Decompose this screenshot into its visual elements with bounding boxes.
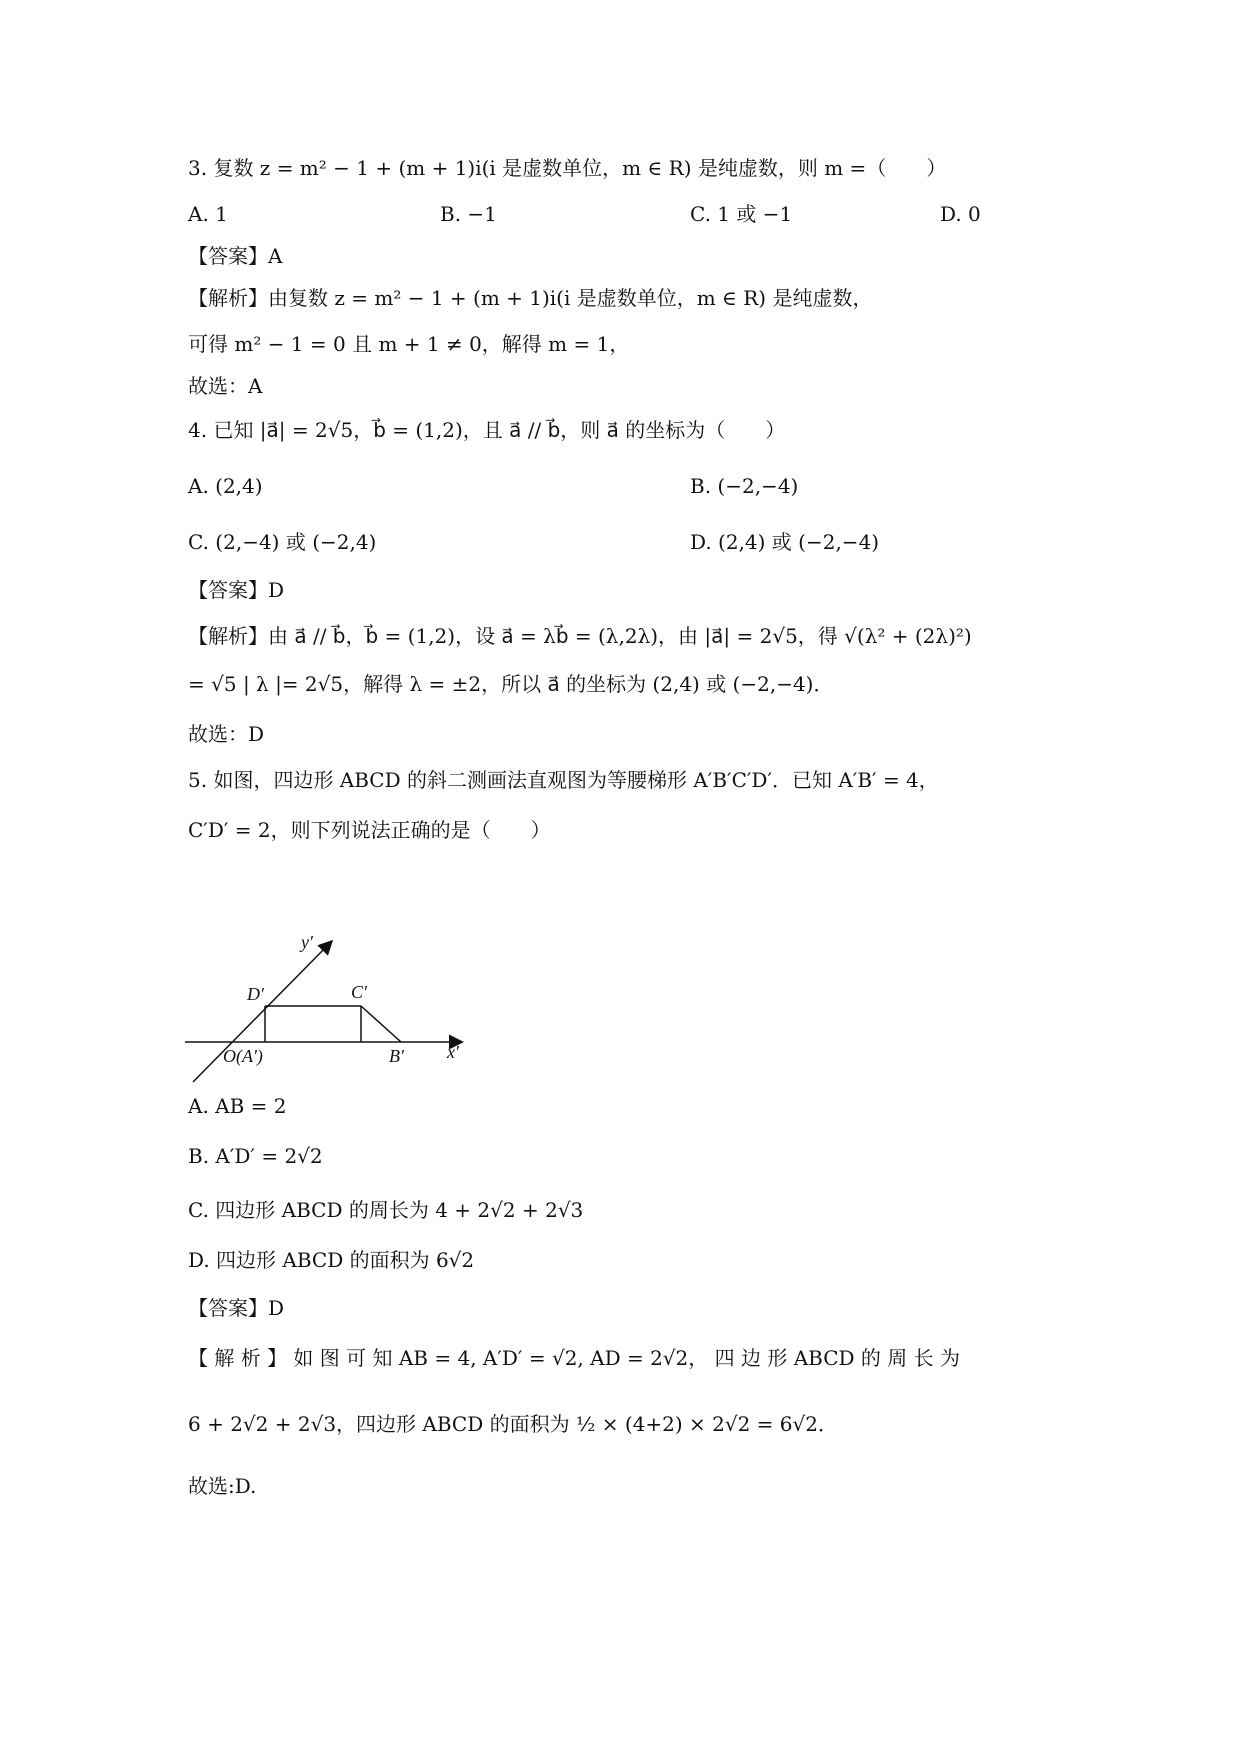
q3-option-c: C. 1 或 −1 [690, 202, 793, 226]
q4-analysis-line-2: = √5 | λ |= 2√5，解得 λ = ±2，所以 a⃗ 的坐标为 (2,4) 或 (−2,−4)． [188, 672, 834, 696]
q5-option-b: B. A′D′ = 2√2 [188, 1144, 323, 1168]
label-y: y′ [301, 932, 313, 952]
q3-analysis-line-2: 可得 m² − 1 = 0 且 m + 1 ≠ 0，解得 m = 1， [188, 332, 630, 356]
q4-analysis-line-1: 【解析】由 a⃗ // b⃗，b⃗ = (1,2)，设 a⃗ = λb⃗ = (λ,2λ)，由 |a⃗| = 2√5，得 √(λ² + (2λ)²) [188, 624, 972, 648]
q4-option-a: A. (2,4) [188, 474, 263, 498]
q3-option-d: D. 0 [940, 202, 981, 226]
label-d: D′ [247, 984, 264, 1004]
q4-option-d: D. (2,4) 或 (−2,−4) [690, 530, 880, 554]
q4-stem: 4. 已知 |a⃗| = 2√5，b⃗ = (1,2)，且 a⃗ // b⃗，则 a⃗ 的坐标为（ ） [188, 418, 786, 442]
q5-choice: 故选:D. [188, 1474, 257, 1498]
q5-analysis-line-1: 【 解 析 】 如 图 可 知 AB = 4, A′D′ = √2, AD = 2√2， 四 边 形 ABCD 的 周 长 为 [188, 1346, 960, 1370]
q5-option-c: C. 四边形 ABCD 的周长为 4 + 2√2 + 2√3 [188, 1198, 584, 1222]
q5-analysis-line-2: 6 + 2√2 + 2√3，四边形 ABCD 的面积为 ½ × (4+2) × 2√2 = 6√2． [188, 1412, 838, 1436]
q3-stem: 3. 复数 z = m² − 1 + (m + 1)i(i 是虚数单位，m ∈ R) 是纯虚数，则 m =（ ） [188, 156, 947, 180]
label-o: O(A′) [223, 1046, 263, 1066]
q3-answer: 【答案】A [188, 244, 283, 268]
q4-choice: 故选：D [188, 722, 265, 746]
q5-stem-line-2: C′D′ = 2，则下列说法正确的是（ ） [188, 818, 551, 842]
q5-option-a: A. AB = 2 [188, 1094, 287, 1118]
q3-choice: 故选：A [188, 374, 263, 398]
label-x: x′ [447, 1042, 459, 1062]
q5-answer: 【答案】D [188, 1296, 285, 1320]
q5-option-d: D. 四边形 ABCD 的面积为 6√2 [188, 1248, 475, 1272]
q3-analysis-line-1: 【解析】由复数 z = m² − 1 + (m + 1)i(i 是虚数单位，m ∈ R) 是纯虚数， [188, 286, 873, 310]
q4-option-c: C. (2,−4) 或 (−2,4) [188, 530, 377, 554]
label-b: B′ [389, 1046, 404, 1066]
oblique-projection-figure [183, 932, 473, 1092]
q3-option-a: A. 1 [188, 202, 228, 226]
label-c: C′ [351, 982, 367, 1002]
q5-stem-line-1: 5. 如图，四边形 ABCD 的斜二测画法直观图为等腰梯形 A′B′C′D′．已知 A′B′ = 4， [188, 768, 939, 792]
q4-answer: 【答案】D [188, 578, 285, 602]
q4-option-b: B. (−2,−4) [690, 474, 799, 498]
edge-c-b [361, 1006, 401, 1042]
q3-option-b: B. −1 [440, 202, 497, 226]
